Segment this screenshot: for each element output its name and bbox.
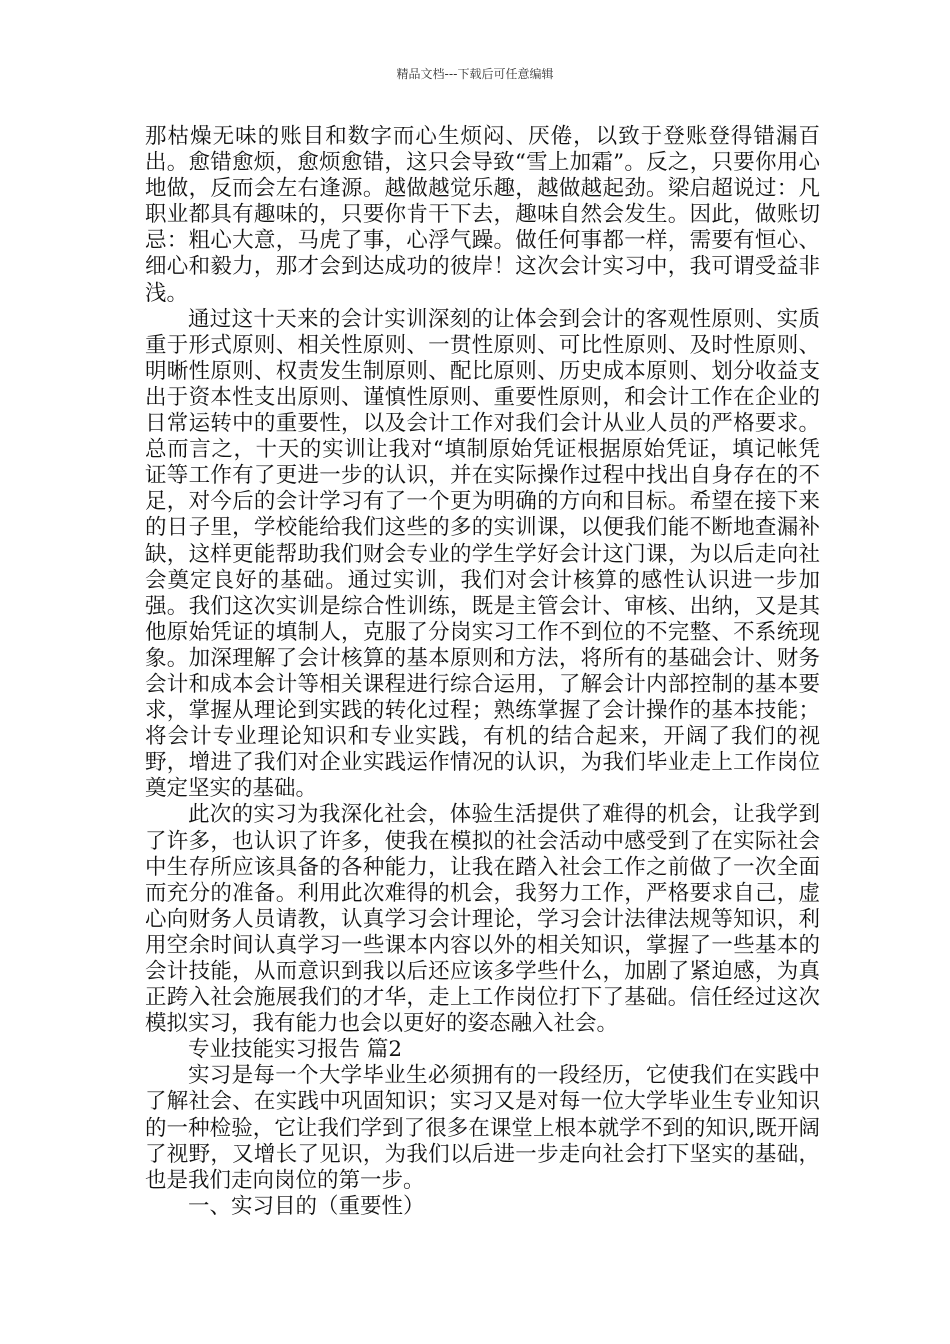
section-title: 专业技能实习报告 篇2 (188, 1037, 403, 1063)
paragraph-4: 实习是每一个大学毕业生必须拥有的一段经历，它使我们在实践中了解社会、在实践中巩固知识；实习又是对每一位大学毕业生专业知识的一种检验，它让我们学到了很多在课堂上根本就学不到的知识,既开阔了视野，又增长了见识，为我们以后进一步走向社会打下坚实的基础，也是我们走向岗位的第一步。 (145, 1063, 820, 1193)
document-body (145, 124, 820, 1220)
page-header: 精品文档---下载后可任意编辑 (396, 67, 554, 81)
paragraph-2: 通过这十天来的会计实训深刻的让体会到会计的客观性原则、实质重于形式原则、相关性原则、一贯性原则、可比性原则、及时性原则、明晰性原则、权责发生制原则、配比原则、历史成本原则、划分收益支出于资本性支出原则、谨慎性原则、重要性原则，和会计工作在企业的日常运转中的重要性，以及会计工作对我们会计从业人员的严格要求。总而言之，十天的实训让我对“填制原始凭证根据原始凭证，填记帐凭证等工作有了更进一步的认识，并在实际操作过程中找出自身存在的不足，对今后的会计学习有了一个更为明确的方向和目标。希望在接下来的日子里，学校能给我们这些的多的实训课，以便我们能不断地查漏补缺，这样更能帮助我们财会专业的学生学好会计这门课，为以后走向社会奠定良好的基础。通过实训，我们对会计核算的感性认识进一步加强。我们这次实训是综合性训练，既是主管会计、审核、出纳，又是其他原始凭证的填制人，克服了分岗实习工作不到位的不完整、不系统现象。加深理解了会计核算的基本原则和方法，将所有的基础会计、财务会计和成本会计等相关课程进行综合运用，了解会计内部控制的基本要求，掌握从理论到实践的转化过程；熟练掌握了会计操作的基本技能；将会计专业理论知识和专业实践，有机的结合起来，开阔了我们的视野，增进了我们对企业实践运作情况的认识，为我们毕业走上工作岗位奠定坚实的基础。 (145, 306, 820, 802)
sub-heading: 一、实习目的（重要性） (188, 1193, 425, 1219)
paragraph-1: 那枯燥无味的账目和数字而心生烦闷、厌倦，以致于登账登得错漏百出。愈错愈烦，愈烦愈错，这只会导致“雪上加霜”。反之，只要你用心地做，反而会左右逢源。越做越觉乐趣，越做越起劲。梁启超说过：凡职业都具有趣味的，只要你肯干下去，趣味自然会发生。因此，做账切忌：粗心大意，马虎了事，心浮气躁。做任何事都一样，需要有恒心、细心和毅力，那才会到达成功的彼岸！这次会计实习中，我可谓受益非浅。 (145, 124, 820, 306)
paragraph-3: 此次的实习为我深化社会，体验生活提供了难得的机会，让我学到了许多，也认识了许多，使我在模拟的社会活动中感受到了在实际社会中生存所应该具备的各种能力，让我在踏入社会工作之前做了一次全面而充分的准备。利用此次难得的机会，我努力工作，严格要求自己，虚心向财务人员请教，认真学习会计理论，学习会计法律法规等知识，利用空余时间认真学习一些课本内容以外的相关知识，掌握了一些基本的会计技能，从而意识到我以后还应该多学些什么，加剧了紧迫感，为真正跨入社会施展我们的才华，走上工作岗位打下了基础。信任经过这次模拟实习，我有能力也会以更好的姿态融入社会。 (145, 802, 820, 1037)
